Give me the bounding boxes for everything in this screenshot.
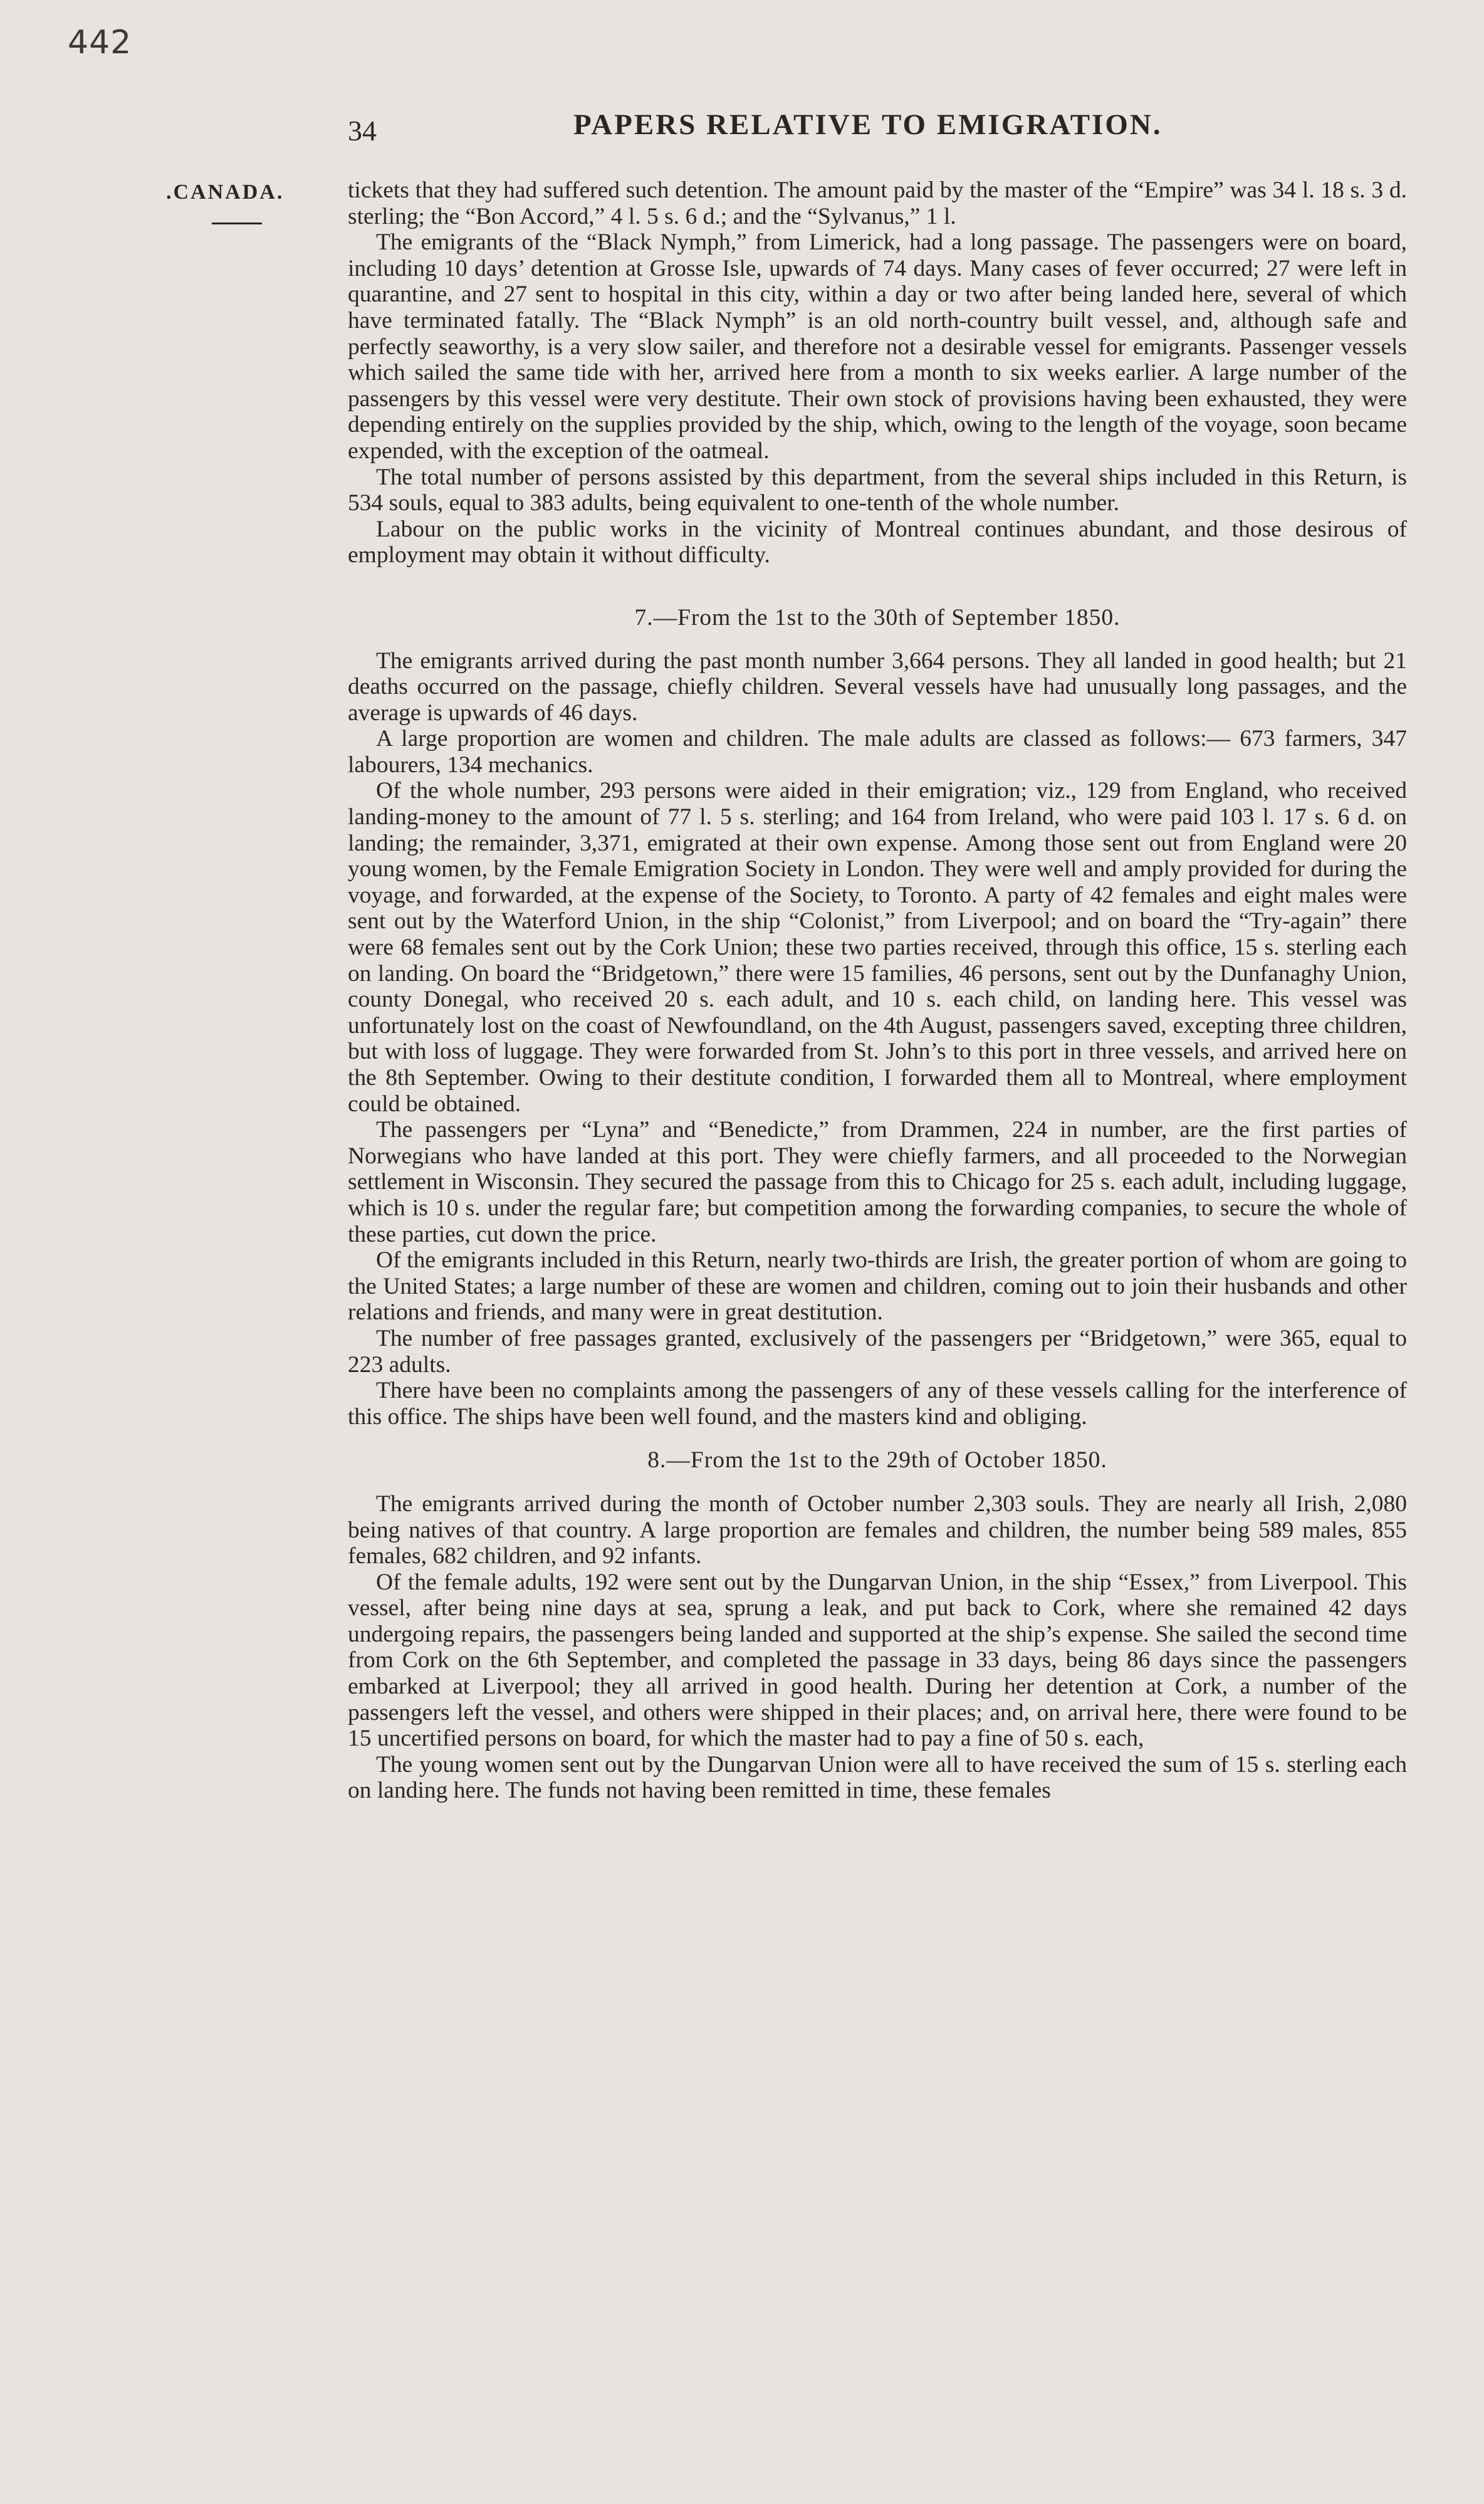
- paragraph: The emigrants arrived during the month of October number 2,303 souls. They are nearly all Irish, 2,080 being natives of that country. A large proportion are females and children, the number being 589 males, 855 females, 682 children, and 92 infants.: [348, 1490, 1407, 1569]
- paragraph: The young women sent out by the Dungarvan Union were all to have received the sum of 15 s. sterling each on landing here. The funds not having been remitted in time, these females: [348, 1751, 1407, 1804]
- section-heading-7: 7.—From the 1st to the 30th of September 1850.: [634, 604, 1121, 631]
- section-heading-8: 8.—From the 1st to the 29th of October 1850.: [647, 1447, 1107, 1474]
- paragraph: The total number of persons assisted by this department, from the several ships included in this Return, is 534 souls, equal to 383 adults, being equivalent to one-tenth of the whole number.: [348, 464, 1407, 516]
- margin-label: .CANADA.: [166, 181, 285, 204]
- scan-page-number: 442: [68, 24, 132, 61]
- running-header: [348, 108, 1225, 152]
- paragraph: The emigrants of the “Black Nymph,” from Limerick, had a long passage. The passengers were on board, including 10 days’ detention at Grosse Isle, upwards of 74 days. Many cases of fever occurred; 27 were left in quarantine, and 27 sent to hospital in this city, within a day or two after being landed here, several of which have terminated fatally. The “Black Nymph” is an old north-country built vessel, and, although safe and perfectly seaworthy, is a very slow sailer, and therefore not a desirable vessel for emigrants. Passenger vessels which sailed the same tide with her, arrived here from a month to six weeks earlier. A large number of the passengers by this vessel were very destitute. Their own stock of provisions having been exhausted, they were depending entirely on the supplies provided by the ship, which, owing to the length of the voyage, soon became expended, with the exception of the oatmeal.: [348, 229, 1407, 464]
- paragraph: The number of free passages granted, exclusively of the passengers per “Bridgetown,” were 365, equal to 223 adults.: [348, 1325, 1407, 1378]
- page-title: PAPERS RELATIVE TO EMIGRATION.: [573, 108, 1163, 141]
- paragraph: Of the emigrants included in this Return, nearly two-thirds are Irish, the greater portion of whom are going to the United States; a large number of these are women and children, coming out to join their husbands and other relations and friends, and many were in great destitution.: [348, 1247, 1407, 1326]
- paragraph: tickets that they had suffered such detention. The amount paid by the master of the “Empire” was 34 l. 18 s. 3 d. sterling; the “Bon Accord,” 4 l. 5 s. 6 d.; and the “Sylvanus,” 1 l.: [348, 177, 1407, 229]
- paragraph: The passengers per “Lyna” and “Benedicte,” from Drammen, 224 in number, are the first parties of Norwegians who have landed at this port. They were chiefly farmers, and all proceeded to the Norwegian settlement in Wisconsin. They secured the passage from this to Chicago for 25 s. each adult, including luggage, which is 10 s. under the regular fare; but competition among the forwarding companies, to secure the whole of these parties, cut down the price.: [348, 1117, 1407, 1247]
- paragraph: The emigrants arrived during the past month number 3,664 persons. They all landed in good health; but 21 deaths occurred on the passage, chiefly children. Several vessels have had unusually long passages, and the average is upwards of 46 days.: [348, 647, 1407, 726]
- paragraph: There have been no complaints among the passengers of any of these vessels calling for the interference of this office. The ships have been well found, and the masters kind and obliging.: [348, 1378, 1407, 1430]
- paragraph: Of the whole number, 293 persons were aided in their emigration; viz., 129 from England, who received landing-money to the amount of 77 l. 5 s. sterling; and 164 from Ireland, who were paid 103 l. 17 s. 6 d. on landing; the remainder, 3,371, emigrated at their own expense. Among those sent out from England were 20 young women, by the Female Emigration Society in London. They were well and amply provided for during the voyage, and forwarded, at the expense of the Society, to Toronto. A party of 42 females and eight males were sent out by the Waterford Union, in the ship “Colonist,” from Liverpool; and on board the “Try-again” there were 68 females sent out by the Cork Union; these two parties received, through this office, 15 s. sterling each on landing. On board the “Bridgetown,” there were 15 families, 46 persons, sent out by the Dunfanaghy Union, county Donegal, who received 20 s. each adult, and 10 s. each child, on landing here. This vessel was unfortunately lost on the coast of Newfoundland, on the 4th August, passengers saved, excepting three children, but with loss of luggage. They were forwarded from St. John’s to this port in three vessels, and arrived here on the 8th September. Owing to their destitute condition, I forwarded them all to Montreal, where employment could be obtained.: [348, 778, 1407, 1117]
- body-text: [348, 177, 1407, 1804]
- paragraph: A large proportion are women and children. The male adults are classed as follows:— 673 farmers, 347 labourers, 134 mechanics.: [348, 726, 1407, 778]
- paragraph: Labour on the public works in the vicinity of Montreal continues abundant, and those desirous of employment may obtain it without difficulty.: [348, 516, 1407, 568]
- page-number: 34: [348, 115, 377, 147]
- margin-rule: [212, 223, 262, 224]
- paragraph: Of the female adults, 192 were sent out by the Dungarvan Union, in the ship “Essex,” from Liverpool. This vessel, after being nine days at sea, sprung a leak, and put back to Cork, where she remained 42 days undergoing repairs, the passengers being landed and supported at the ship’s expense. She sailed the second time from Cork on the 6th September, and completed the passage in 33 days, being 86 days since the passengers embarked at Liverpool; they all arrived in good health. During her detention at Cork, a number of the passengers left the vessel, and others were shipped in their places; and, on arrival here, there were found to be 15 uncertified persons on board, for which the master had to pay a fine of 50 s. each,: [348, 1569, 1407, 1752]
